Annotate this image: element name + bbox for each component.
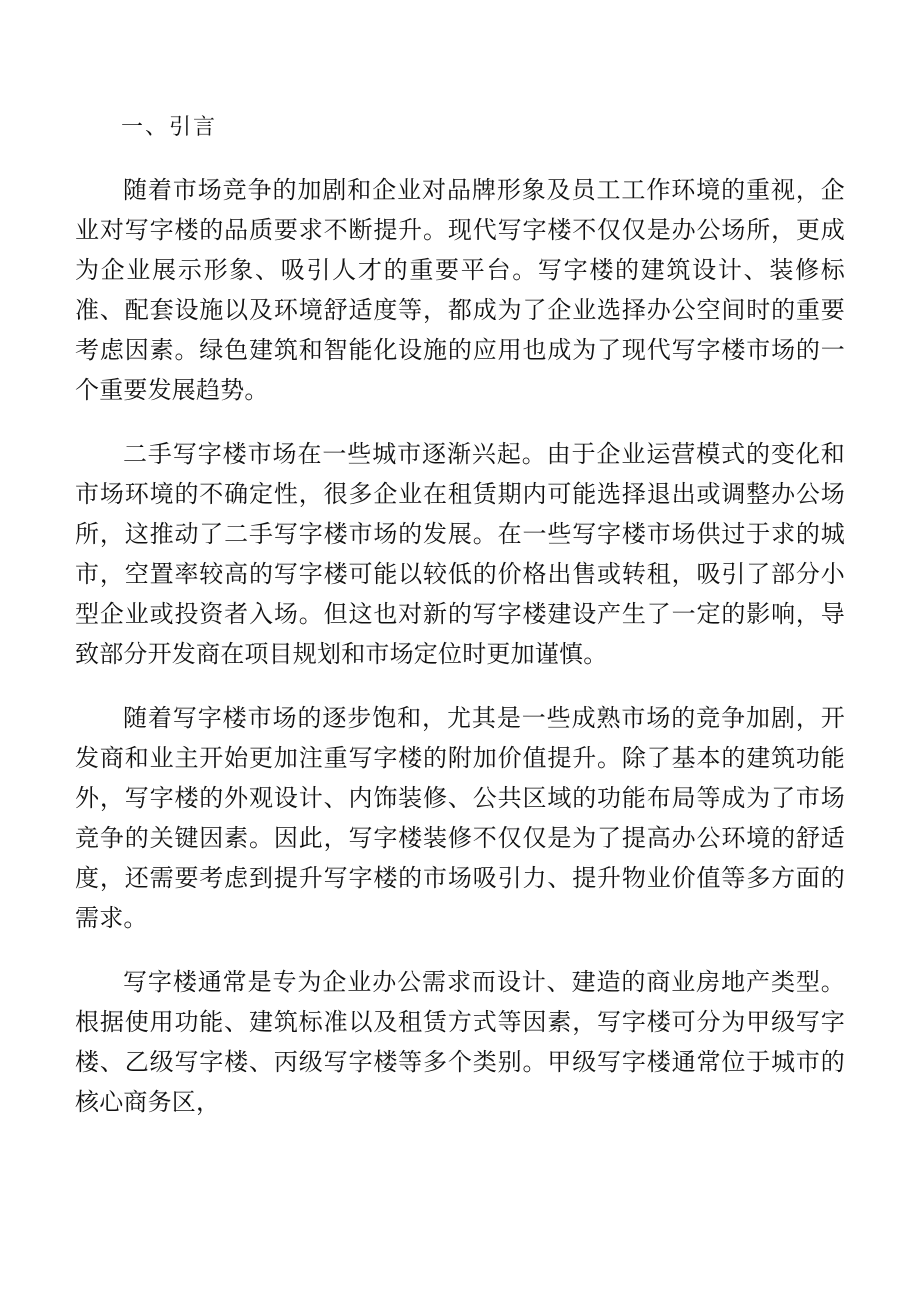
document-body: [75, 170, 845, 1146]
paragraph-added-value: 随着写字楼市场的逐步饱和，尤其是一些成熟市场的竞争加剧，开发商和业主开始更加注重写字楼的附加价值提升。除了基本的建筑功能外，写字楼的外观设计、内饰装修、公共区域的功能布局等成为了市场竞争的关键因素。因此，写字楼装修不仅仅是为了提高办公环境的舒适度，还需要考虑到提升写字楼的市场吸引力、提升物业价值等多方面的需求。: [75, 704, 845, 932]
paragraph-secondhand-market: 二手写字楼市场在一些城市逐渐兴起。由于企业运营模式的变化和市场环境的不确定性，很多企业在租赁期内可能选择退出或调整办公场所，这推动了二手写字楼市场的发展。在一些写字楼市场供过于求的城市，空置率较高的写字楼可能以较低的价格出售或转租，吸引了部分小型企业或投资者入场。但这也对新的写字楼建设产生了一定的影响，导致部分开发商在项目规划和市场定位时更加谨慎。: [75, 440, 845, 668]
paragraph-market-quality: 随着市场竞争的加剧和企业对品牌形象及员工工作环境的重视，企业对写字楼的品质要求不断提升。现代写字楼不仅仅是办公场所，更成为企业展示形象、吸引人才的重要平台。写字楼的建筑设计、装修标准、配套设施以及环境舒适度等，都成为了企业选择办公空间时的重要考虑因素。绿色建筑和智能化设施的应用也成为了现代写字楼市场的一个重要发展趋势。: [75, 176, 845, 404]
section-heading: 一、引言: [121, 115, 218, 140]
paragraph-office-classification: 写字楼通常是专为企业办公需求而设计、建造的商业房地产类型。根据使用功能、建筑标准以及租赁方式等因素，写字楼可分为甲级写字楼、乙级写字楼、丙级写字楼等多个类别。甲级写字楼通常位于城市的核心商务区，: [75, 968, 845, 1116]
